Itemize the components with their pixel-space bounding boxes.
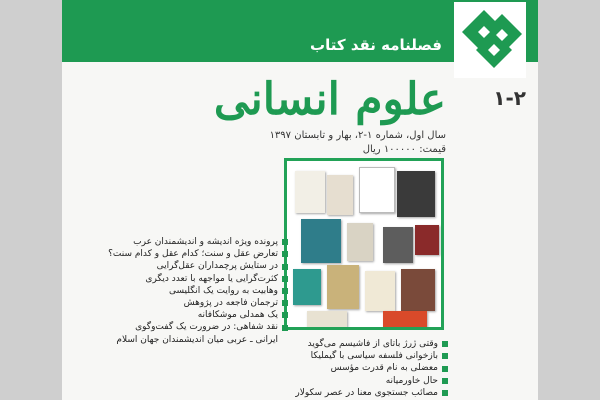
toc-item-text: تعارض عقل و سنت؛ کدام عقل و کدام سنت؟ [108, 249, 278, 260]
toc-item-text: در ستایش پرچمداران عقل‌گرایی [156, 261, 278, 272]
book-cover [307, 311, 347, 330]
masthead-title: علوم انسانی [213, 74, 446, 125]
bullet-icon [442, 390, 448, 396]
book-cover [415, 225, 439, 255]
bullet-icon [442, 353, 448, 359]
toc-item-text: پرونده ویژه اندیشه و اندیشمندان عرب [133, 237, 278, 247]
bullet-icon [282, 288, 288, 294]
toc-item-text: ایرانی ـ عربی میان اندیشمندان جهان اسلام [116, 334, 278, 345]
toc-right-list [295, 338, 448, 399]
toc-item [298, 375, 448, 387]
bullet-icon [282, 325, 288, 331]
bullet-spacer [282, 337, 288, 343]
bullet-icon [442, 341, 448, 347]
book-cover [293, 269, 321, 305]
toc-left-list [80, 236, 288, 346]
book-cover [347, 223, 373, 261]
toc-item [80, 260, 288, 272]
book-collage [284, 158, 444, 330]
toc-item [298, 350, 448, 362]
bullet-icon [282, 300, 288, 306]
volume-line: سال اول، شماره ۱-۲، بهار و تابستان ۱۳۹۷ [269, 130, 446, 141]
toc-item-text: وقتی ژرژ باتای از فاشیسم می‌گوید [307, 339, 438, 349]
book-cover [365, 271, 395, 311]
toc-item-text: معضلی به نام قدرت مؤسس [330, 363, 438, 374]
book-cover [301, 219, 341, 263]
bullet-icon [442, 366, 448, 372]
toc-item [298, 362, 448, 374]
bullet-icon [282, 312, 288, 318]
bullet-icon [282, 251, 288, 257]
toc-item [80, 334, 288, 346]
book-cover [359, 167, 395, 213]
book-cover [327, 265, 359, 309]
bullet-icon [282, 264, 288, 270]
toc-item-text: ترجمان فاجعه در پژوهش [183, 298, 278, 309]
toc-item [80, 321, 288, 333]
book-cover [327, 175, 353, 215]
toc-item [80, 297, 288, 309]
bullet-icon [282, 239, 288, 245]
toc-item [80, 273, 288, 285]
toc-item [295, 387, 448, 399]
toc-item-text: نقد شفاهی: در ضرورت یک گفت‌وگوی [135, 322, 278, 333]
bullet-icon [442, 378, 448, 384]
book-cover [401, 269, 435, 311]
toc-item-text: یک همدلی موشکافانه [197, 310, 278, 321]
toc-item-text: بازخوانی فلسفه سیاسی با گیملیکا [310, 351, 438, 362]
toc-item [80, 285, 288, 297]
toc-item [80, 309, 288, 321]
magazine-cover [62, 0, 538, 400]
series-title: فصلنامه نقد کتاب [310, 36, 442, 54]
toc-item-text: مصائب جستجوی معنا در عصر سکولار [295, 387, 438, 398]
toc-item [80, 248, 288, 260]
issue-number: ۱-۲ [493, 86, 526, 110]
toc-item-text: کثرت‌گرایی یا مواجهه با تعدد دیگری [145, 273, 278, 284]
toc-item [80, 236, 288, 248]
book-cover [397, 171, 435, 217]
book-cover [383, 311, 427, 330]
toc-item-text: وهابیت به روایت یک انگلیسی [169, 285, 278, 296]
price-line: قیمت: ۱۰۰۰۰۰ ریال [362, 144, 446, 155]
toc-item-text: حال خاورمیانه [385, 375, 438, 386]
book-cover [295, 171, 325, 213]
journal-logo-icon [454, 2, 526, 78]
bullet-icon [282, 276, 288, 282]
book-cover [383, 227, 413, 263]
toc-item [298, 338, 448, 350]
